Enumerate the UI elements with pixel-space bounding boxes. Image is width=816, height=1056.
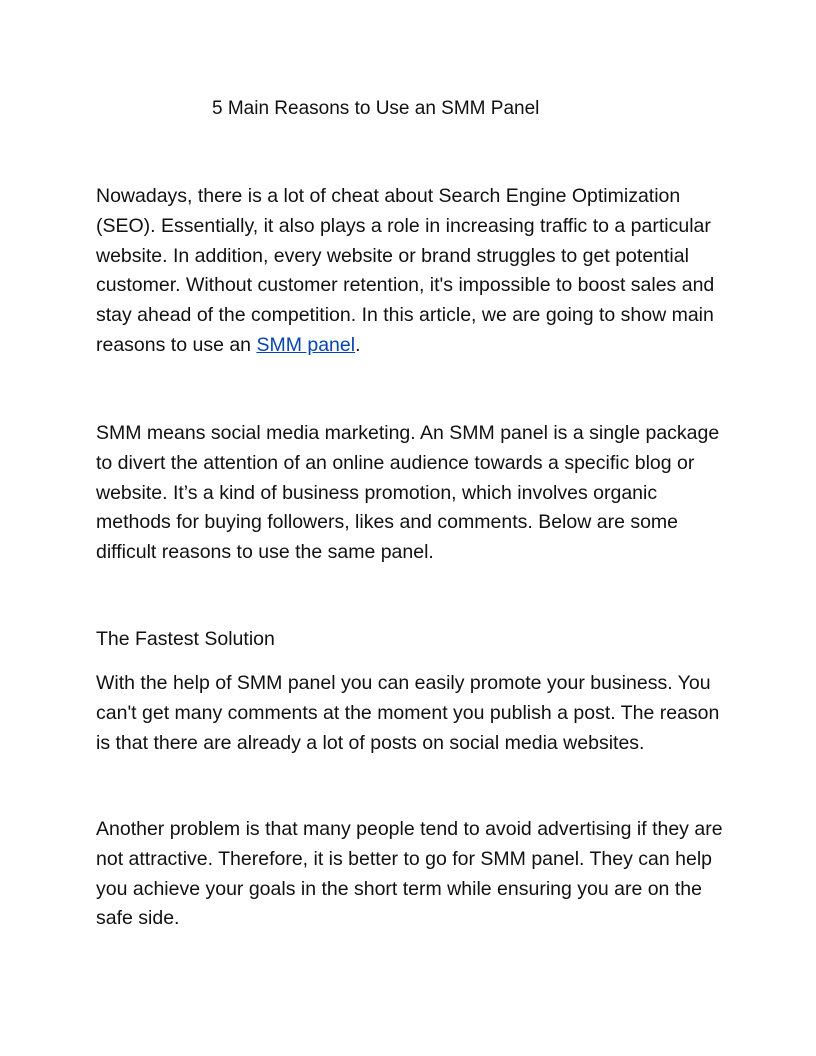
definition-paragraph: SMM means social media marketing. An SMM panel is a single package to divert the attention of an online audience towards a specific blog or website. It’s a kind of business promotion, which involves organic methods for buying followers, likes and comments. Below are some difficult reasons to use the same panel. (96, 422, 720, 564)
intro-paragraph (96, 182, 736, 361)
intro-text: Nowadays, there is a lot of cheat about Search Engine Optimization (SEO). Essentially, it also plays a role in increasing traffic to a particular website. In addition, every website or brand struggles to get potential customer. Without customer retention, it's impossible to boost sales and stay ahead of the competition. In this article, we are going to show main reasons to use an (96, 185, 715, 356)
smm-panel-link[interactable]: SMM panel (256, 333, 356, 356)
intro-end: . (355, 333, 361, 356)
advertising-paragraph: Another problem is that many people tend to avoid advertising if they are not attractive. Therefore, it is better to go for SMM panel. They can help you achieve your goals in the short term while ensuring you are on the safe side. (96, 818, 723, 930)
document-title: 5 Main Reasons to Use an SMM Panel (212, 98, 540, 119)
section-heading: The Fastest Solution (96, 628, 275, 650)
fastest-solution-paragraph: With the help of SMM panel you can easily promote your business. You can't get many comments at the moment you publish a post. The reason is that there are already a lot of posts on social media websites. (96, 672, 720, 754)
